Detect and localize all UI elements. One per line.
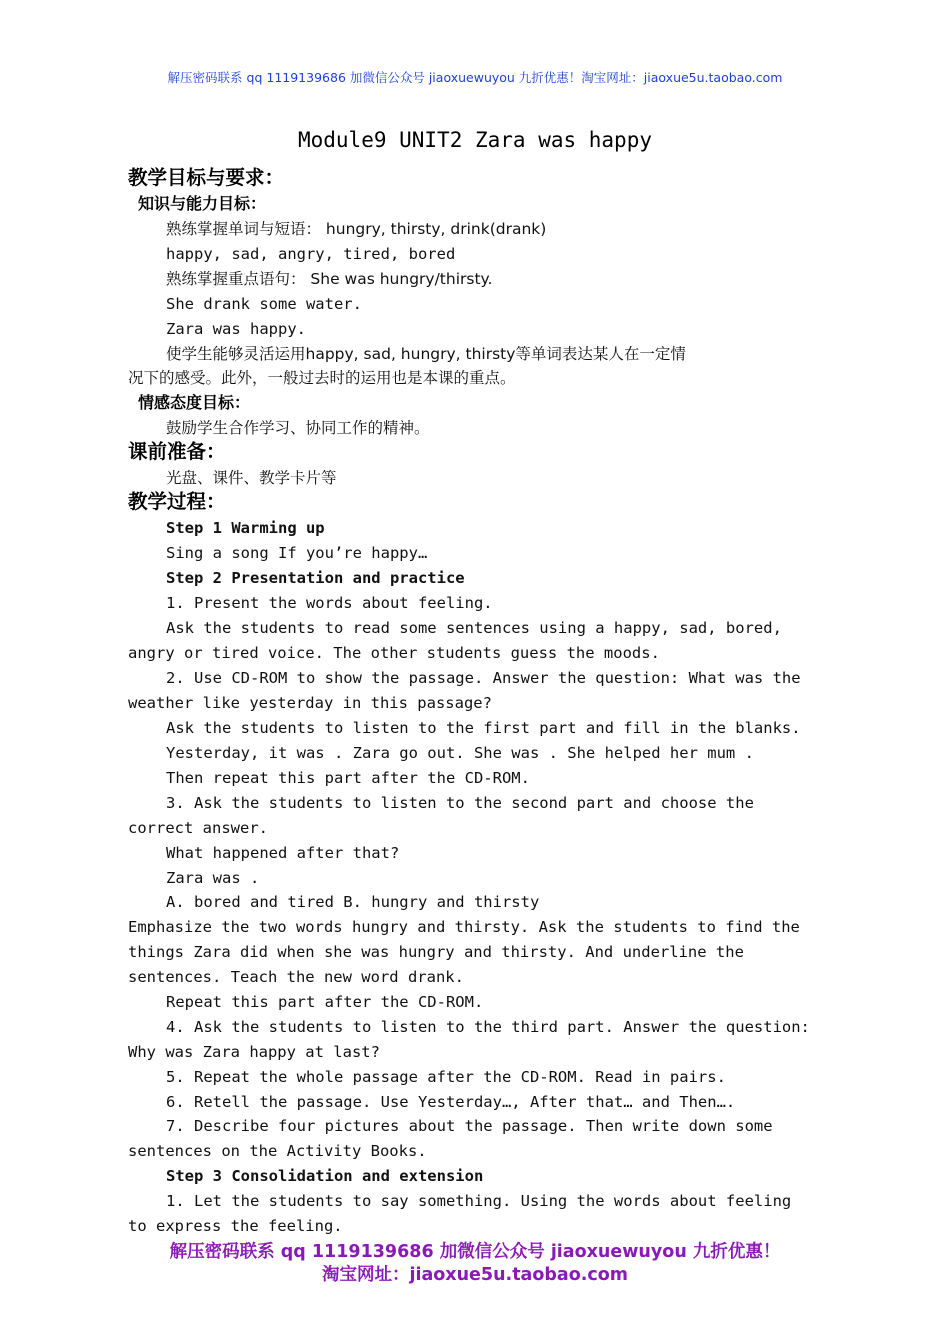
text-line: 3. Ask the students to listen to the second part and choose the <box>166 794 754 812</box>
text-line: 4. Ask the students to listen to the third part. Answer the question: <box>166 1018 810 1036</box>
text-line: She drank some water. <box>166 295 362 313</box>
page-title: Module9 UNIT2 Zara was happy <box>297 128 652 152</box>
text-line: Yesterday, it was . Zara go out. She was . She helped her mum . <box>166 744 754 762</box>
text-line: 2. Use CD-ROM to show the passage. Answer the question: What was the <box>166 669 801 687</box>
text-line: 1. Present the words about feeling. <box>166 594 493 612</box>
text-line: A. bored and tired B. hungry and thirsty <box>166 893 540 911</box>
text-line: 熟练掌握单词与短语： hungry, thirsty, drink(drank) <box>166 220 547 238</box>
text-line: 使学生能够灵活运用happy, sad, hungry, thirsty等单词表达某人在一定情 <box>166 345 686 363</box>
text-line: 1. Let the students to say something. Using the words about feeling <box>166 1192 792 1210</box>
text-line: Why was Zara happy at last? <box>128 1043 380 1061</box>
footer-ad-line1: 解压密码联系 qq 1119139686 加微信公众号 jiaoxuewuyou 九折优惠！ <box>169 1242 781 1262</box>
text-line: sentences on the Activity Books. <box>128 1142 427 1160</box>
text-line: Sing a song If you’re happy… <box>166 544 428 562</box>
subheading-knowledge: 知识与能力目标： <box>138 194 267 213</box>
text-line: to express the feeling. <box>128 1217 343 1235</box>
section-heading-process: 教学过程： <box>128 490 226 513</box>
text-line: weather like yesterday in this passage? <box>128 694 492 712</box>
step-heading: Step 2 Presentation and practice <box>166 569 465 587</box>
header-ad: 解压密码联系 qq 1119139686 加微信公众号 jiaoxuewuyou 九折优惠！淘宝网址：jiaoxue5u.taobao.com <box>167 70 783 85</box>
text-line: Emphasize the two words hungry and thirsty. Ask the students to find the <box>128 918 800 936</box>
text-line: 7. Describe four pictures about the passage. Then write down some <box>166 1117 773 1135</box>
footer-ad-line2: 淘宝网址：jiaoxue5u.taobao.com <box>321 1265 629 1285</box>
text-line: sentences. Teach the new word drank. <box>128 968 464 986</box>
text-line: Repeat this part after the CD-ROM. <box>166 993 484 1011</box>
section-heading-goals: 教学目标与要求： <box>128 166 285 189</box>
text-line: Ask the students to listen to the first part and fill in the blanks. <box>166 719 801 737</box>
text-line: What happened after that? <box>166 844 400 862</box>
text-line: Ask the students to read some sentences using a happy, sad, bored, <box>166 619 782 637</box>
text-line: Then repeat this part after the CD-ROM. <box>166 769 530 787</box>
step-heading: Step 3 Consolidation and extension <box>166 1167 484 1185</box>
text-line: 况下的感受。此外，一般过去时的运用也是本课的重点。 <box>128 369 516 387</box>
text-line: 熟练掌握重点语句： She was hungry/thirsty. <box>166 270 493 288</box>
step-heading: Step 1 Warming up <box>166 519 325 537</box>
text-line: Zara was . <box>166 869 260 887</box>
text-line: correct answer. <box>128 819 268 837</box>
subheading-attitude: 情感态度目标： <box>138 393 251 412</box>
text-line: 鼓励学生合作学习、协同工作的精神。 <box>166 419 430 437</box>
text-line: angry or tired voice. The other students guess the moods. <box>128 644 660 662</box>
section-heading-preparation: 课前准备： <box>128 440 226 463</box>
text-line: happy, sad, angry, tired, bored <box>166 245 456 263</box>
text-line: 光盘、课件、教学卡片等 <box>166 469 337 487</box>
text-line: Zara was happy. <box>166 320 306 338</box>
text-line: 5. Repeat the whole passage after the CD-ROM. Read in pairs. <box>166 1068 726 1086</box>
text-line: things Zara did when she was hungry and thirsty. And underline the <box>128 943 744 961</box>
text-line: 6. Retell the passage. Use Yesterday…, After that… and Then…. <box>166 1093 736 1111</box>
